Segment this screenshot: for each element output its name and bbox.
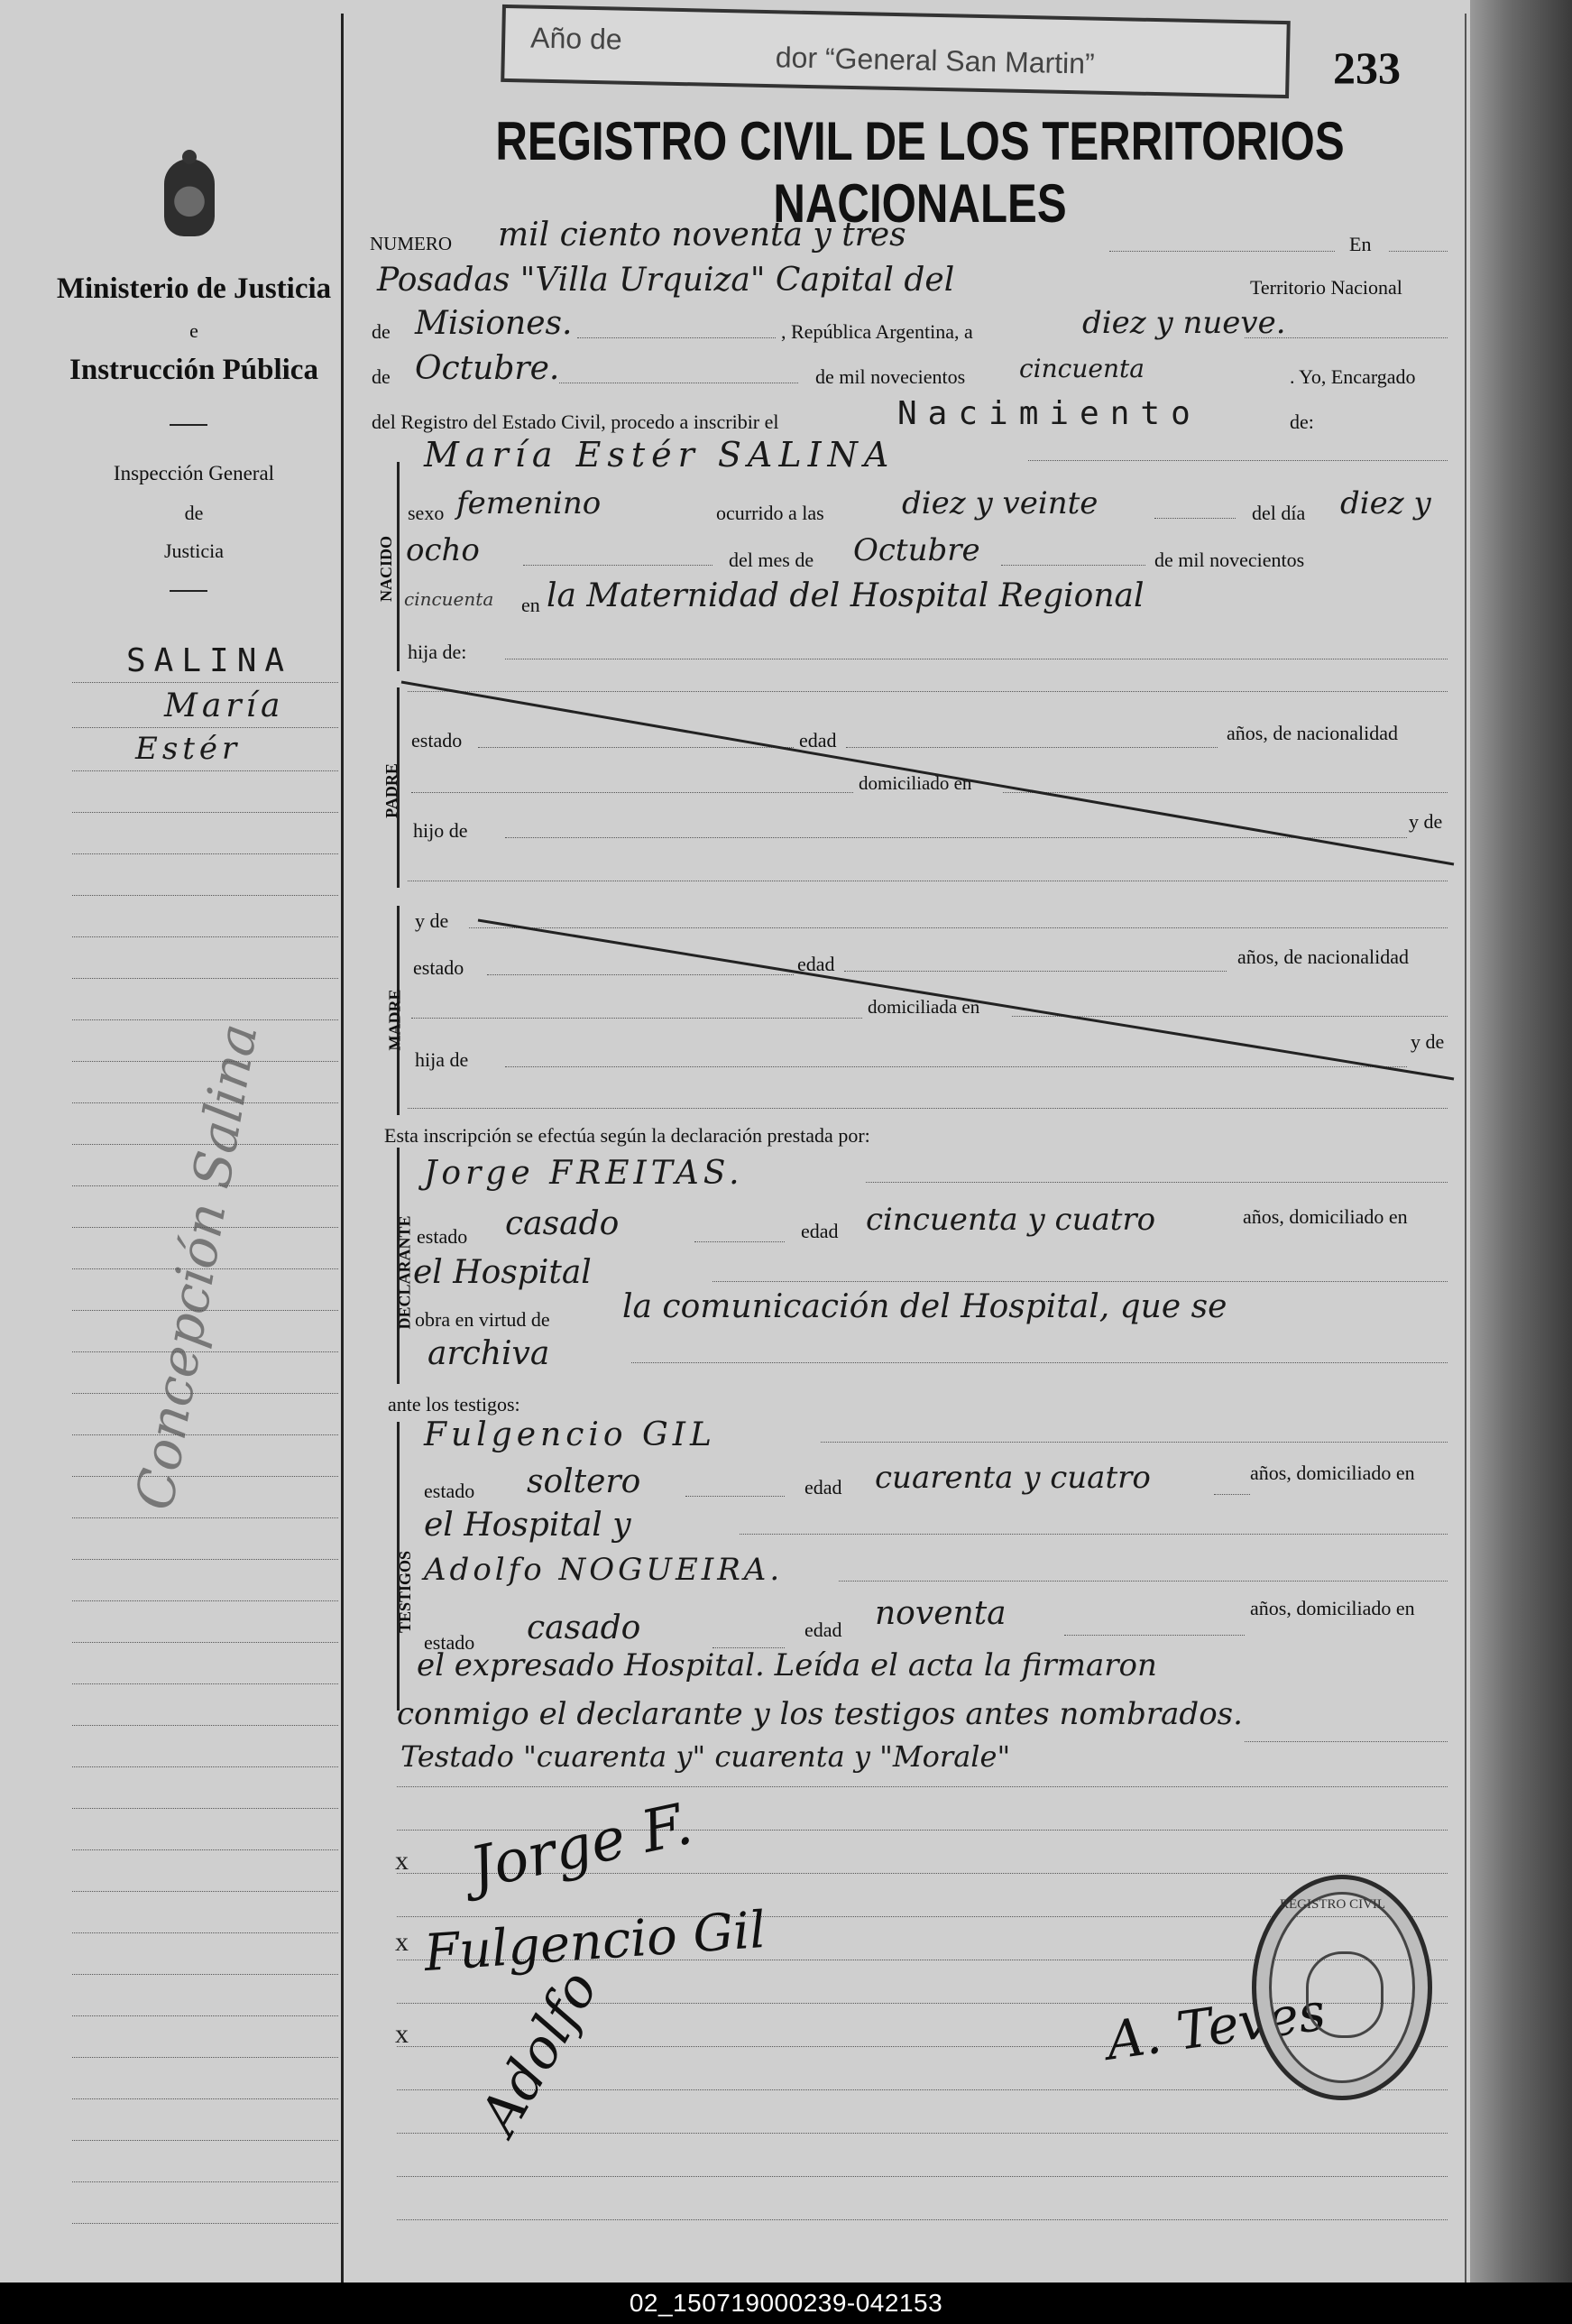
testigo-1-estado-value: soltero bbox=[527, 1463, 641, 1500]
padre-edad-label: edad bbox=[799, 729, 837, 752]
registro-label: del Registro del Estado Civil, procedo a inscribir el bbox=[372, 410, 779, 433]
madre-edad-label: edad bbox=[797, 953, 835, 975]
seal-text: REGISTRO CIVIL bbox=[1280, 1897, 1386, 1912]
territorio-label: Territorio Nacional bbox=[1250, 276, 1402, 299]
margin-surname: SALINA bbox=[126, 642, 293, 679]
sexo-label: sexo bbox=[408, 502, 445, 524]
declarante-intro: Esta inscripción se efectúa según la declaración prestada por: bbox=[384, 1124, 870, 1147]
declarante-domicilio-label: años, domiciliado en bbox=[1243, 1205, 1408, 1228]
rule bbox=[740, 1534, 1448, 1535]
novecientos-label: de mil novecientos bbox=[815, 365, 966, 388]
margin-rule bbox=[72, 2098, 338, 2099]
nacido-en-label: en bbox=[521, 594, 540, 616]
padre-y-de-label: y de bbox=[1409, 810, 1443, 833]
rule bbox=[631, 1362, 1448, 1363]
en-label: En bbox=[1349, 233, 1372, 255]
image-code-bar bbox=[0, 2282, 1572, 2324]
testigo-1-edad-value: cuarenta y cuatro bbox=[875, 1460, 1151, 1496]
mes-value: Octubre bbox=[853, 532, 980, 568]
margin-rule bbox=[72, 1849, 338, 1850]
inspection-line-1: Inspección General bbox=[113, 462, 275, 484]
page-number: 233 bbox=[1333, 42, 1401, 93]
testigo-1-name: Fulgencio GIL bbox=[424, 1416, 716, 1453]
hijo-label: hija de: bbox=[408, 641, 467, 663]
madre-anios-label: años, de nacionalidad bbox=[1237, 945, 1409, 968]
testigo-2-estado-label: estado bbox=[424, 1631, 475, 1654]
testigo-2-edad-value: noventa bbox=[875, 1595, 1007, 1632]
rule bbox=[1245, 1741, 1448, 1742]
testigo-1-estado-label: estado bbox=[424, 1480, 475, 1502]
inspection-line-3: Justicia bbox=[164, 540, 224, 562]
declarante-edad-value: cincuenta y cuatro bbox=[866, 1202, 1156, 1238]
padre-label: PADRE bbox=[382, 763, 400, 818]
margin-rule bbox=[72, 1725, 338, 1726]
padre-estado-label: estado bbox=[411, 729, 463, 752]
declarante-name: Jorge FREITAS. bbox=[424, 1155, 744, 1192]
margin-rule bbox=[72, 1185, 338, 1186]
margin-rule bbox=[72, 1517, 338, 1518]
margin-rule bbox=[72, 2057, 338, 2058]
declarante-domicilio-value: el Hospital bbox=[413, 1254, 592, 1291]
month-value: Octubre. bbox=[415, 350, 560, 387]
rule bbox=[866, 1182, 1448, 1183]
signature-mark: x bbox=[395, 1846, 409, 1876]
ocurrido-label: ocurrido a las bbox=[716, 502, 824, 524]
rule bbox=[821, 1442, 1448, 1443]
padre-anios-label: años, de nacionalidad bbox=[1227, 722, 1398, 744]
closing-line-1: conmigo el declarante y los testigos antes nombrados. bbox=[397, 1696, 1243, 1732]
dia-value: diez y bbox=[1340, 485, 1431, 521]
testigo-1-edad-label: edad bbox=[804, 1476, 842, 1499]
margin-rule bbox=[72, 1393, 338, 1394]
madre-label: MADRE bbox=[385, 989, 404, 1051]
margin-vertical-note: Concepción Salina bbox=[123, 1019, 270, 1515]
del-mes-label: del mes de bbox=[729, 549, 814, 571]
padre-hijo-label: hijo de bbox=[413, 819, 468, 842]
margin-rule bbox=[72, 1891, 338, 1892]
nacido-novecientos-label: de mil novecientos bbox=[1154, 549, 1305, 571]
margin-given-name: María bbox=[164, 687, 285, 724]
margin-rule bbox=[72, 1600, 338, 1601]
day-value: diez y nueve. bbox=[1082, 305, 1286, 341]
nacido-year-value: cincuenta bbox=[404, 588, 494, 610]
image-code: 02_150719000239-042153 bbox=[629, 2289, 943, 2317]
margin-rule bbox=[72, 1766, 338, 1767]
ministry-title: Ministerio de Justicia bbox=[56, 272, 332, 305]
sexo-value: femenino bbox=[456, 485, 602, 521]
margin-rule bbox=[72, 1683, 338, 1684]
margin-rule bbox=[72, 1476, 338, 1477]
rule bbox=[397, 1786, 1448, 1787]
place-value: Posadas "Villa Urquiza" Capital del bbox=[377, 262, 955, 299]
obra-label: obra en virtud de bbox=[415, 1308, 550, 1331]
declarante-estado-value: casado bbox=[505, 1205, 620, 1242]
stamp-text-right: dor “General San Martin” bbox=[775, 41, 1096, 80]
republica-label: , República Argentina, a bbox=[781, 320, 973, 343]
year-value: cincuenta bbox=[1019, 354, 1145, 383]
book-edge bbox=[1470, 0, 1572, 2282]
signature-mark: x bbox=[395, 2019, 409, 2049]
madre-strike bbox=[478, 920, 1454, 1079]
page-title: REGISTRO CIVIL DE LOS TERRITORIOS NACIONALES bbox=[495, 111, 1345, 234]
testigo-2-domicilio-value: el expresado Hospital. Leída el acta la firmaron bbox=[417, 1647, 1157, 1683]
margin-middle-name: Estér bbox=[135, 731, 242, 767]
madre-domiciliada-label: domiciliada en bbox=[868, 996, 980, 1018]
madre-hija-label: hija de bbox=[415, 1048, 469, 1071]
padre-domiciliado-label: domiciliado en bbox=[859, 772, 972, 794]
declarante-label: DECLARANTE bbox=[395, 1215, 414, 1330]
madre-y-de-label: y de bbox=[1411, 1030, 1445, 1053]
official-seal bbox=[1252, 1875, 1432, 2100]
rule bbox=[397, 2219, 1448, 2220]
rule bbox=[397, 2133, 1448, 2134]
ministry-subtitle: Instrucción Pública bbox=[69, 354, 318, 386]
margin-rule bbox=[72, 1268, 338, 1269]
numero-label: NUMERO bbox=[370, 233, 453, 254]
hora-value: diez y veinte bbox=[902, 485, 1099, 521]
de-colon: de: bbox=[1290, 410, 1314, 433]
nacido-lugar-value: la Maternidad del Hospital Regional bbox=[547, 577, 1145, 614]
dia-value-2: ocho bbox=[406, 532, 480, 568]
margin-rule bbox=[72, 1974, 338, 1975]
testigo-2-estado-value: casado bbox=[527, 1609, 641, 1646]
signature-testigo-2: Adolfo bbox=[467, 1960, 611, 2145]
testigo-2-name: Adolfo NOGUEIRA. bbox=[424, 1552, 784, 1588]
madre-estado-label: estado bbox=[413, 956, 464, 979]
rule bbox=[1064, 1635, 1245, 1636]
testigo-1-domicilio-label: años, domiciliado en bbox=[1250, 1462, 1415, 1484]
seal-emblem-icon bbox=[1306, 1951, 1384, 2038]
margin-rule bbox=[72, 2140, 338, 2141]
closing-line-2: Testado "cuarenta y" cuarenta y "Morale" bbox=[400, 1739, 1011, 1774]
de-label: de bbox=[372, 320, 391, 343]
margin-rule bbox=[72, 1559, 338, 1560]
rule bbox=[694, 1241, 785, 1242]
padre-strike bbox=[401, 682, 1454, 864]
margin-rule bbox=[72, 1227, 338, 1228]
rule bbox=[839, 1581, 1448, 1582]
margin-rule bbox=[72, 2015, 338, 2016]
numero-value: mil ciento noventa y tres bbox=[498, 217, 906, 254]
margin-rule bbox=[72, 1808, 338, 1809]
margin-rule bbox=[72, 2181, 338, 2182]
signature-testigo-1: Fulgencio Gil bbox=[422, 1900, 768, 1984]
obra-value: la comunicación del Hospital, que se bbox=[622, 1288, 1227, 1325]
signature-declarante: Jorge F. bbox=[464, 1790, 698, 1904]
margin-rule bbox=[72, 2223, 338, 2224]
rule bbox=[712, 1281, 1448, 1282]
margin-rule bbox=[72, 1642, 338, 1643]
testigos-intro: ante los testigos: bbox=[388, 1393, 520, 1416]
inspection-line-2: de bbox=[184, 502, 204, 524]
nacido-label: NACIDO bbox=[377, 535, 396, 603]
declarante-estado-label: estado bbox=[417, 1225, 468, 1248]
strike-lines bbox=[0, 0, 1470, 1173]
stamp-text-left: Año de bbox=[529, 21, 623, 56]
margin-rule bbox=[72, 1434, 338, 1435]
person-name: María Estér SALINA bbox=[424, 435, 896, 475]
madre-y-de-top: y de bbox=[415, 909, 449, 932]
declarante-edad-label: edad bbox=[801, 1220, 839, 1242]
margin-rule bbox=[72, 1310, 338, 1311]
act-type: Nacimiento bbox=[897, 395, 1201, 432]
territory-value: Misiones. bbox=[415, 305, 573, 342]
margin-rule bbox=[72, 1932, 338, 1933]
testigo-2-edad-label: edad bbox=[804, 1618, 842, 1641]
de-label-2: de bbox=[372, 365, 391, 388]
rule bbox=[1214, 1494, 1250, 1495]
margin-rule bbox=[72, 1351, 338, 1352]
testigos-label: TESTIGOS bbox=[396, 1550, 415, 1634]
rule bbox=[685, 1496, 785, 1497]
testigo-1-domicilio-value: el Hospital y bbox=[424, 1507, 631, 1544]
signature-official: A. Teves bbox=[1102, 1980, 1329, 2072]
obra-value-2: archiva bbox=[427, 1335, 550, 1372]
yo-label: . Yo, Encargado bbox=[1290, 365, 1416, 388]
testigo-2-domicilio-label: años, domiciliado en bbox=[1250, 1597, 1415, 1619]
signature-mark: x bbox=[395, 1927, 409, 1957]
rule bbox=[397, 2089, 1448, 2090]
rule bbox=[397, 2176, 1448, 2177]
ministry-conjunction: e bbox=[189, 319, 198, 342]
del-dia-label: del día bbox=[1252, 502, 1306, 524]
